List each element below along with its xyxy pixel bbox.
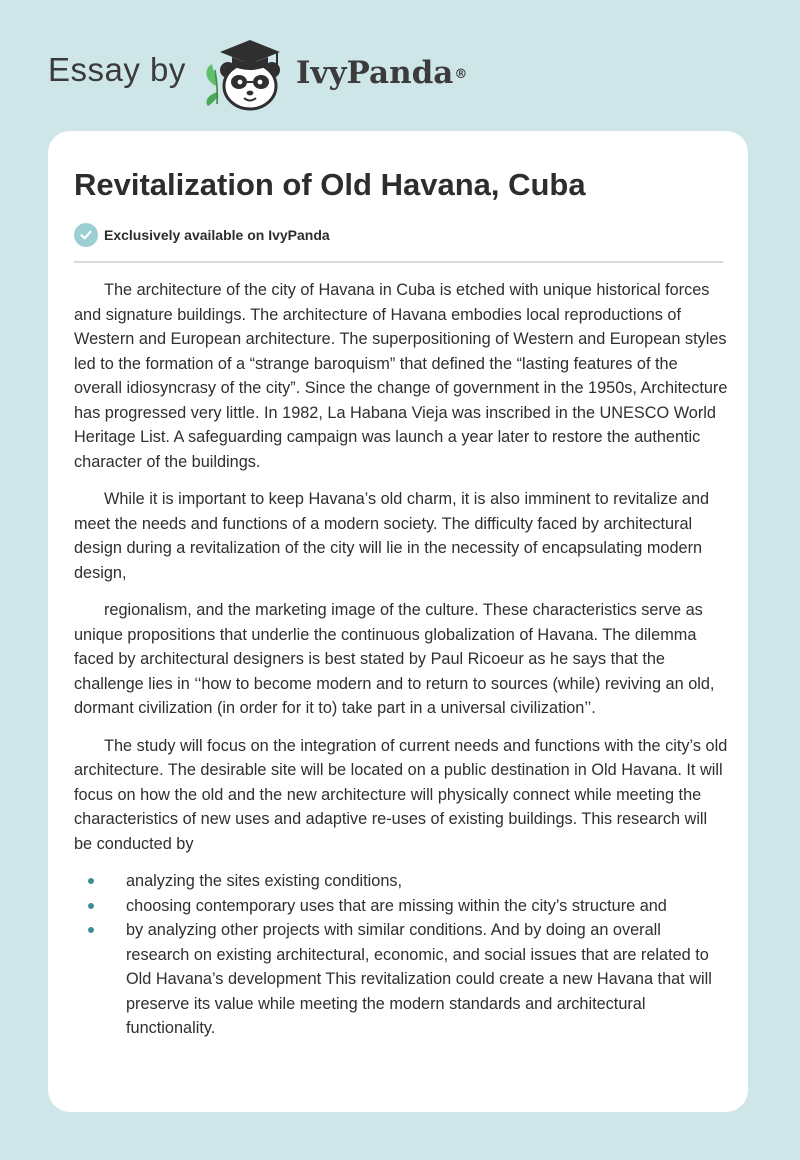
brand-name[interactable] <box>296 53 467 93</box>
list-item <box>74 894 728 919</box>
brand-text: IvyPanda <box>296 55 454 91</box>
paragraph: While it is important to keep Havana’s old charm, it is also imminent to revitalize and meet the needs and functions of a modern society. The difficulty faced by architectural design during a revitalization of the city will lie in the necessity of encapsulating modern design, <box>74 490 710 582</box>
bullet-icon <box>88 878 94 884</box>
essay-body <box>74 278 728 1041</box>
registered-mark: ® <box>454 67 468 82</box>
check-icon <box>74 223 98 247</box>
list-item-text: choosing contemporary uses that are missing within the city’s structure and <box>126 896 667 915</box>
exclusive-notice <box>74 222 330 248</box>
list-item-text: by analyzing other projects with similar conditions. And by doing an overall research on existing architectural, economic, and social issues that are related to Old Havana’s development This revitalization could create a new Havana that will preserve its value while meeting the modern standards and architectural functionality. <box>126 921 712 1037</box>
panda-logo-icon[interactable] <box>198 30 294 112</box>
bullet-icon <box>88 903 94 909</box>
essay-title: Revitalization of Old Havana, Cuba <box>74 167 586 202</box>
leaf-icon <box>206 64 218 106</box>
bullet-icon <box>88 927 94 933</box>
paragraph: regionalism, and the marketing image of the culture. These characteristics serve as unique propositions that underlie the continuous globalization of Havana. The dilemma faced by architectural designers is best stated by Paul Ricoeur as he says that the challenge lies in ‘‘how to become modern and to return to sources (while) reviving an old, dormant civilization (in order for it to) take part in a universal civilization’’. <box>74 601 715 717</box>
exclusive-label: Exclusively available on IvyPanda <box>104 227 330 243</box>
list-item <box>74 869 728 894</box>
divider <box>74 261 723 263</box>
list-item <box>74 918 728 1041</box>
bullet-list <box>74 869 728 1041</box>
essay-by-label: Essay by <box>48 51 186 88</box>
essay-card <box>48 131 748 1112</box>
site-header <box>0 0 800 130</box>
paragraph: The study will focus on the integration of current needs and functions with the city’s old architecture. The desirable site will be located on a public destination in Old Havana. It will focus on how the old and the new architecture will physically connect while meeting the characteristics of new uses and adaptive re-uses of existing buildings. This research will be conducted by <box>74 736 728 853</box>
paragraph: The architecture of the city of Havana in Cuba is etched with unique historical forces and signature buildings. The architecture of Havana embodies local reproductions of Western and European architecture. The superpositioning of Western and European styles led to the formation of a “strange baroquism” that defined the “lasting features of the overall idiosyncrasy of the city”. Since the change of government in the 1950s, Architecture has progressed very little. In 1982, La Habana Vieja was inscribed in the UNESCO World Heritage List. A safeguarding campaign was launch a year later to restore the authentic character of the buildings. <box>74 281 728 471</box>
list-item-text: analyzing the sites existing conditions, <box>126 872 403 890</box>
